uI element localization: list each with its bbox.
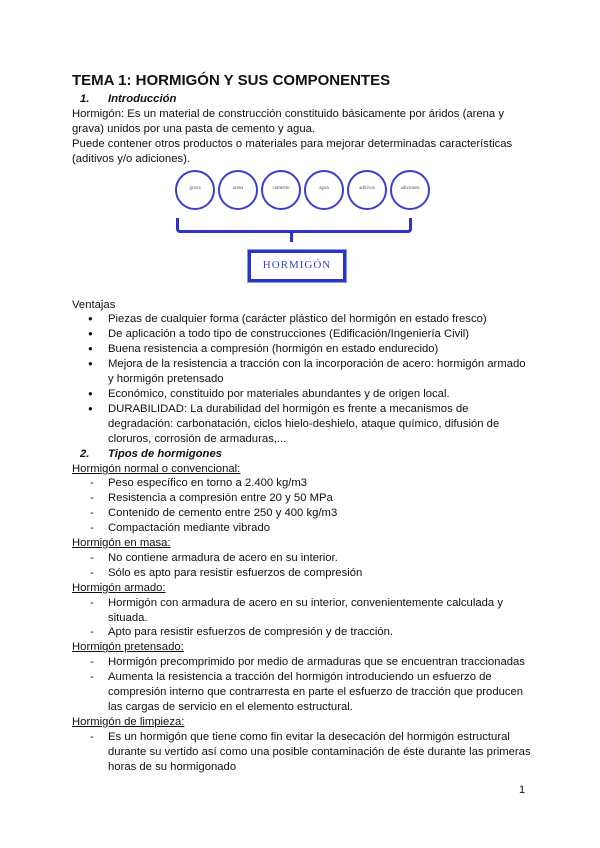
page-content — [72, 72, 532, 775]
list-item: ● Buena resistencia a compresión (hormigón en estado endurecido) — [72, 342, 532, 357]
component-circle: cemento — [261, 170, 301, 210]
list-item: - Es un hormigón que tiene como fin evitar la desecación del hormigón estructural durante su vertido así como una posible contaminación de éste durante las primeras horas de su hormigonado — [72, 730, 532, 775]
ventajas-label: Ventajas — [72, 298, 116, 311]
list-item: - Aumenta la resistencia a tracción del hormigón introduciendo un esfuerzo de compresión interno que contrarresta en parte el esfuerzo de tracción que producen las cargas de servicio en el elemento estructural. — [72, 670, 532, 715]
list-item: ● Mejora de la resistencia a tracción con la incorporación de acero: hormigón armado y hormigón pretensado — [72, 357, 532, 387]
page-number: 1 — [519, 784, 526, 796]
list-item: - Sólo es apto para resistir esfuerzos de compresión — [72, 566, 532, 581]
list-item: ● DURABILIDAD: La durabilidad del hormigón es frente a mecanismos de degradación: carbonatación, ciclos hielo-deshielo, ataque químico, difusión de cloruros, corrosión de armaduras,... — [72, 402, 532, 447]
components-diagram — [72, 170, 532, 292]
dash-list — [72, 596, 532, 641]
page-title: TEMA 1: HORMIGÓN Y SUS COMPONENTES — [72, 72, 391, 89]
subheading: Hormigón en masa: — [72, 537, 171, 550]
list-item: ● De aplicación a todo tipo de construcciones (Edificación/Ingeniería Civil) — [72, 327, 532, 342]
ventajas-list — [72, 312, 532, 446]
subheading: Hormigón normal o convencional: — [72, 462, 241, 475]
list-item: - No contiene armadura de acero en su interior. — [72, 551, 532, 566]
list-item: - Resistencia a compresión entre 20 y 50 MPa — [72, 491, 532, 506]
component-circle: adiciones — [390, 170, 430, 210]
paragraph: Hormigón: Es un material de construcción constituido básicamente por áridos (arena y grava) unidos por una pasta de cemento y agua. — [72, 107, 505, 135]
result-box: HORMIGÓN — [248, 250, 346, 282]
list-item: ● Económico, constituido por materiales abundantes y de origen local. — [72, 387, 532, 402]
list-item: - Apto para resistir esfuerzos de compresión y de tracción. — [72, 625, 532, 640]
dash-list — [72, 730, 532, 775]
subheading: Hormigón armado: — [72, 581, 166, 594]
dash-list — [72, 551, 532, 581]
list-item: - Contenido de cemento entre 250 y 400 kg/m3 — [72, 506, 532, 521]
subheading: Hormigón pretensado: — [72, 641, 184, 654]
dash-list — [72, 655, 532, 715]
brace-stem — [290, 230, 293, 242]
list-item: ● Piezas de cualquier forma (carácter plástico del hormigón en estado fresco) — [72, 312, 532, 327]
brace-connector — [176, 218, 412, 233]
component-circle: arena — [218, 170, 258, 210]
component-circle: agua — [304, 170, 344, 210]
list-item: - Compactación mediante vibrado — [72, 521, 532, 536]
paragraph: Puede contener otros productos o materiales para mejorar determinadas características (aditivos y/o adiciones). — [72, 137, 513, 165]
component-circle: grava — [175, 170, 215, 210]
dash-list — [72, 476, 532, 536]
list-item: - Peso específico en torno a 2.400 kg/m3 — [72, 476, 532, 491]
subheading: Hormigón de limpieza: — [72, 715, 185, 728]
section-heading-1: 1. Introducción — [80, 93, 177, 105]
section-heading-2: 2. Tipos de hormigones — [80, 447, 223, 460]
list-item: - Hormigón con armadura de acero en su interior, convenientemente calculada y situada. — [72, 596, 532, 626]
list-item: - Hormigón precomprimido por medio de armaduras que se encuentran traccionadas — [72, 655, 532, 670]
component-circle: aditivos — [347, 170, 387, 210]
